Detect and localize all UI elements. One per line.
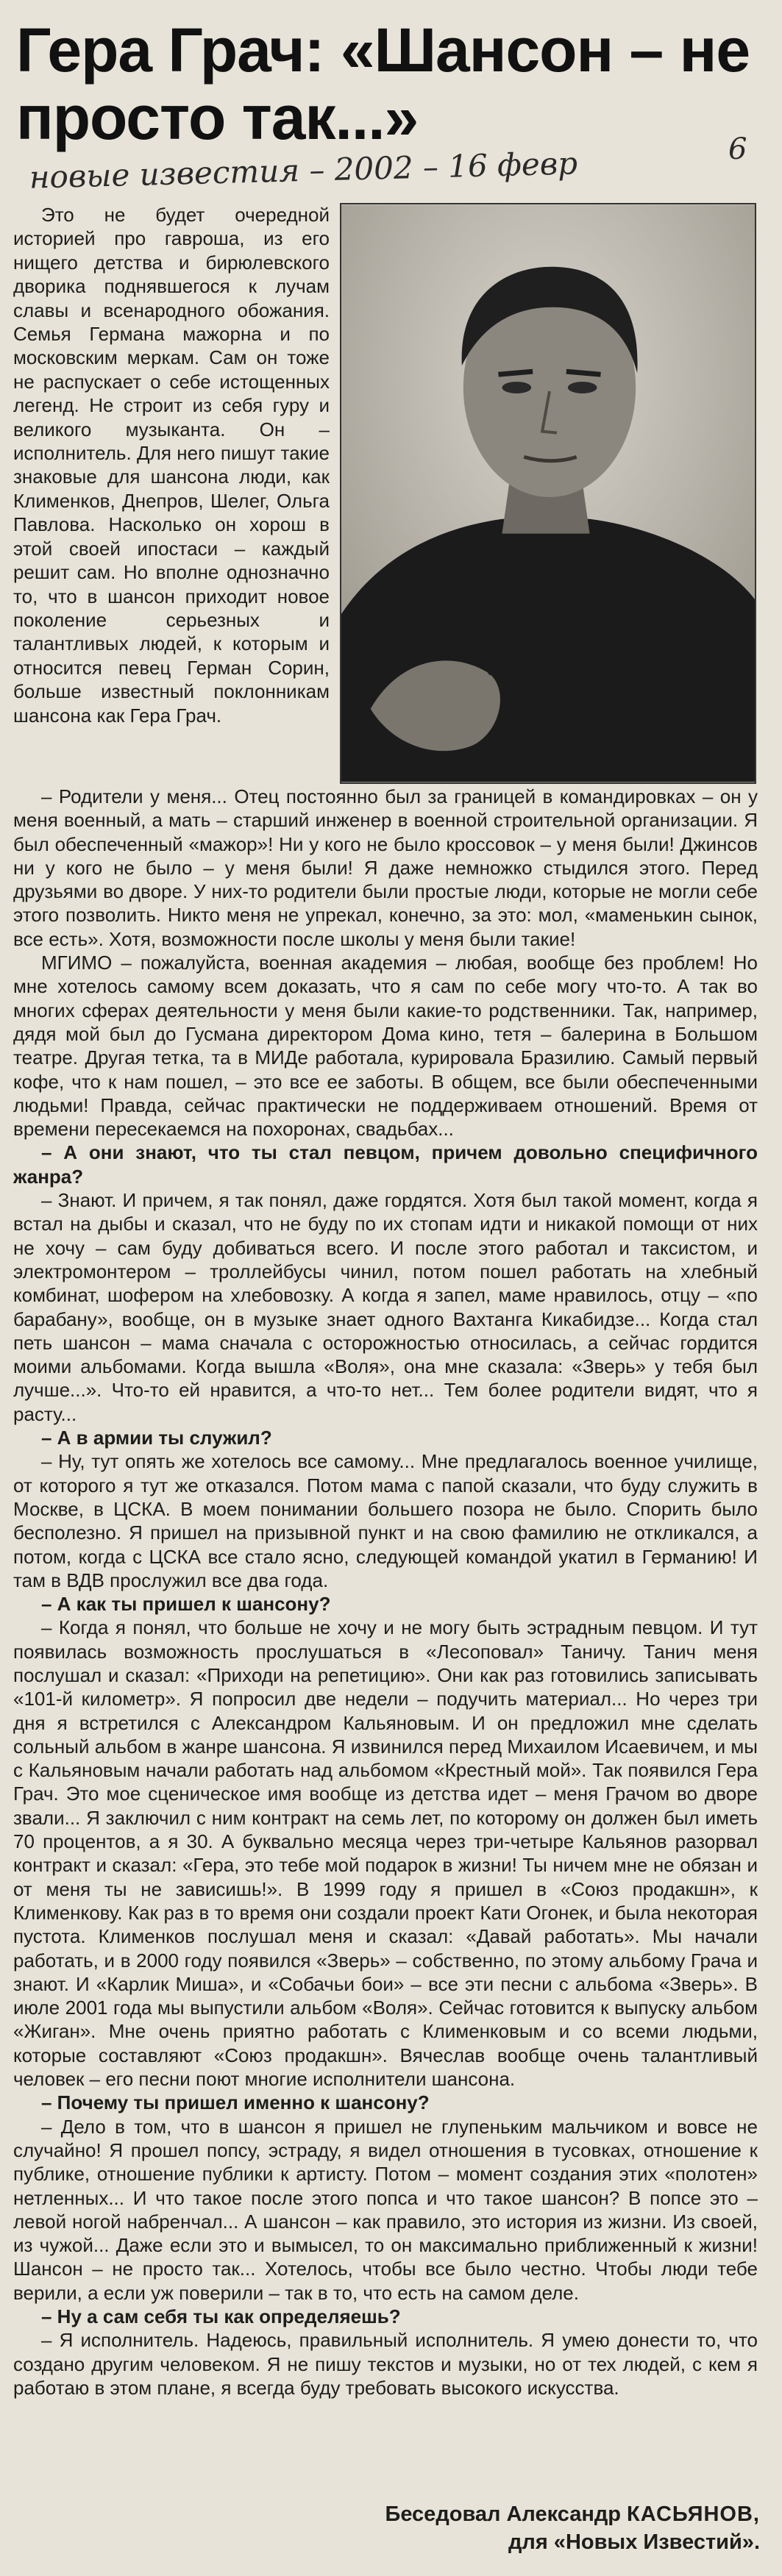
byline-outlet: для «Новых Известий».	[508, 2530, 760, 2554]
interview-question: – А как ты пришел к шансону?	[41, 1593, 331, 1616]
article-body	[13, 785, 758, 2400]
interview-question: – Ну а сам себя ты как определяешь?	[41, 2305, 401, 2327]
interview-question: – Почему ты пришел именно к шансону?	[41, 2091, 430, 2114]
byline-author	[385, 2500, 760, 2528]
headline: Гера Грач: «Шансон – не просто так...»	[16, 15, 750, 152]
interview-answer: – Дело в том, что в шансон я пришел не глупеньким мальчиком и вовсе не случайно! Я прошел попсу, эстраду, я видел отношения в тусовках, отношение к публике, отношение публики к артисту. Потом – момент создания этих «полотен» нетленных... И что такое после этого попса и что такое шансон? В попсе это – левой ногой набренчал... А шансон – как правило, это история из жизни. Из своей, из чужой... Даже если это и вымысел, то он максимально приближенный к жизни! Шансон – не просто так... Хотелось, чтобы все было честно. Чтобы люди тебе верили, а если уж поверили – так в то, что есть на самом деле.	[13, 2115, 758, 2304]
lead-text: Это не будет очередной историей про гаврошa, из его нищего детства и бирюлевского дворика поднявшегося к лучам славы и всенародного обожания. Семья Германа мажорна и по московским меркам. Сам он тоже не распускает о себе истощенных легенд. Не строит из себя гуру и великого музыканта. Он – исполнитель. Для него пишут такие знаковые для шансона люди, как Клименков, Днепров, Шелег, Ольга Павлова. Насколько он хорош в этой своей ипостаси – каждый решит сам. Но вполне однозначно то, что в шансон приходит новое поколение серьезных и талантливых людей, к которым и относится певец Герман Сорин, больше известный поклонникам шансона как Гера Грач.	[13, 204, 330, 727]
portrait-photo	[340, 203, 756, 784]
interview-answer: – Когда я понял, что больше не хочу и не могу быть эстрадным певцом. И тут появилась возможность прослушаться в «Лесоповал» Таничу. Танич меня послушал и сказал: «Приходи на репетицию». Они как раз готовились записывать «101-й километр». Я попросил две недели – подучить материал... Но через три дня я встретился с Александром Кальяновым. И он предложил мне сделать сольный альбом в жанре шансона. Я извинился перед Михаилом Исаевичем, и мы с Кальяновым начали работать над альбомом «Крестный мой». Так появился Гера Грач. Это мое сценическое имя вообще из детства идет – меня Грачом во дворе звали... Я заключил с ним контракт на семь лет, по которому он должен был иметь 70 процентов, а я 30. А буквально месяца через три-четыре Кальянов разорвал контракт и сказал: «Гера, это тебе мой подарок в жизни! Ты ничем мне не обязан и от меня ты не зависишь!». В 1999 году я пришел в «Союз продакшн», к Клименкову. Как раз в то время они создали проект Кати Огонек, и была некоторая пустота. Клименков послушал меня и сказал: «Давай работать». Мы начали работать, и в 2000 году появился «Зверь» – собственно, по этому альбому Грача и знают. И «Карлик Миша», и «Собачьи бои» – все эти песни с альбома «Зверь». В июле 2001 года мы выпустили альбом «Воля». Сейчас готовится к выпуску альбом «Жиган». Мне очень приятно работать с Клименковым и со всеми людьми, которые составляют «Союз продакшн». Вячеслав вообще очень талантливый человек – его песни поют многие исполнители шансона.	[13, 1616, 758, 2091]
byline-prefix: Беседовал Александр	[385, 2502, 628, 2526]
handwritten-source-note: новые известия – 2002 – 16 февр	[29, 145, 578, 196]
byline	[385, 2500, 760, 2556]
interview-answer: – Я исполнитель. Надеюсь, правильный исполнитель. Я умею донести то, что создано другим человеком. Я не пишу текстов и музыки, но от тех людей, с кем я работаю в этом плане, я всегда буду требовать высокого искусства.	[13, 2329, 758, 2399]
lead-paragraph	[13, 203, 330, 727]
interview-question: – А в армии ты служил?	[41, 1427, 272, 1449]
portrait-photo-illustration	[341, 204, 755, 782]
byline-surname: КАСЬЯНОВ,	[627, 2502, 760, 2526]
interview-answer: – Ну, тут опять же хотелось все самому... Мне предлагалось военное училище, от которого я тут же отказался. Потом мама с папой сказали, что буду служить в Москве, в ЦСКА. В моем понимании большего позора не было. Спорить было бесполезно. Я пришел на призывной пункт и на свою фамилию не откликался, а потом, когда с ЦСКА все стало ясно, следующей командой укатил в Германию! И там в ВДВ прослужил все два года.	[13, 1450, 758, 1591]
handwritten-page-number: 6	[728, 132, 747, 166]
interview-answer: – Родители у меня... Отец постоянно был за границей в командировках – он у меня военный, а мать – старший инженер в военной строительной организации. Я был обеспеченный «мажор»! Ни у кого не было кроссовок – у меня были! Джинсов ни у кого не было – у меня были! Я даже немножко стыдился этого. Перед друзьями во дворе. У них-то родители были простые люди, которые не могли себе этого позволить. Никто меня не упрекал, конечно, за это: мол, «маменькин сынок, все есть». Хотя, возможности после школы у меня были такие!	[13, 785, 758, 950]
interview-question: – А они знают, что ты стал певцом, причем довольно специфичного жанра?	[13, 1141, 758, 1188]
interview-answer: МГИМО – пожалуйста, военная академия – любая, вообще без проблем! Но мне хотелось самому всем доказать, что я сам по себе могу что-то. А так во многих сферах деятельности у меня были какие-то родственники. Так, например, дядя мой был до Гусмана директором Дома кино, тетя – балерина в Большом театре. Другая тетка, та в МИДе работала, курировала Бразилию. Самый первый кофе, что к нам пошел, – это все ее заботы. В общем, все были обеспеченными людьми! Правда, сейчас практически не поддерживаем отношений. Время от времени пересекаемся на похоронах, свадьбах...	[13, 952, 758, 1141]
interview-answer: – Знают. И причем, я так понял, даже гордятся. Хотя был такой момент, когда я встал на дыбы и сказал, что не буду по их стопам идти и никакой помощи от них не хочу – сам буду добиваться всего. И после этого работал и таксистом, и электромонтером – троллейбусы чинил, потом пошел работать на хлебный комбинат, шофером на хлебовозку. А когда я запел, маме нравилось, отцу – «по барабану», вообще, он в музыке знает одного Вахтанга Кикабидзе... Когда стал петь шансон – мама сначала с осторожностью относилась, а сейчас гордится моими альбомами. Когда вышла «Воля», она мне сказала: «Зверь» у тебя был лучше...». Что-то ей нравится, а что-то нет... Тем более родители видят, что я расту...	[13, 1189, 758, 1425]
